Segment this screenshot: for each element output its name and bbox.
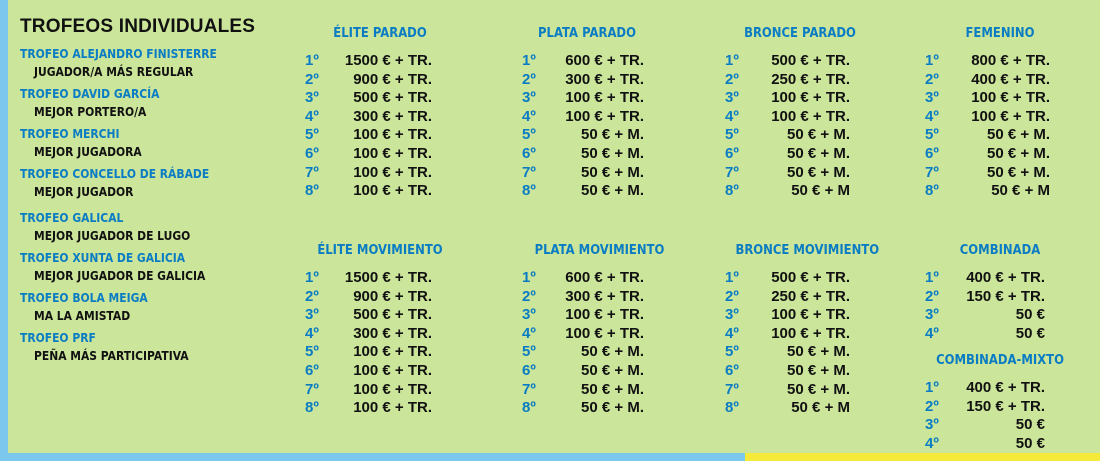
prize-amount: 50 € + M.: [987, 163, 1050, 181]
prize-amount: 400 € + TR.: [966, 269, 1045, 286]
prize-row: [522, 325, 677, 344]
prize-rank: 1º: [925, 269, 939, 286]
prize-amount: 50 € + M.: [987, 144, 1050, 162]
prize-row: [925, 182, 1075, 201]
prize-rank: 3º: [925, 89, 939, 107]
prize-row: [725, 164, 875, 183]
prize-rank: 8º: [925, 182, 939, 200]
prize-row: [305, 108, 455, 127]
trophy-name: TROFEO XUNTA DE GALICIA: [20, 250, 186, 265]
trophy-name: TROFEO GALICAL: [20, 210, 124, 225]
prize-amount: 900 € + TR.: [353, 287, 432, 305]
category-title: ÉLITE PARADO: [333, 25, 427, 41]
trophy-name: TROFEO PRF: [20, 330, 96, 345]
prize-row: [925, 52, 1075, 71]
prize-amount: 500 € + TR.: [353, 89, 432, 107]
prize-rank: 2º: [925, 287, 939, 305]
prize-row: [925, 164, 1075, 183]
prize-amount: 300 € + TR.: [565, 70, 644, 88]
prize-amount: 50 € + M.: [581, 126, 644, 144]
prize-rank: 2º: [522, 287, 536, 305]
prize-rank: 8º: [725, 182, 739, 200]
prize-amount: 900 € + TR.: [353, 70, 432, 88]
prize-amount: 50 € + M.: [581, 380, 644, 398]
prize-amount: 100 € + TR.: [353, 163, 432, 181]
trophy-item: [20, 329, 290, 365]
prize-rank: 1º: [305, 52, 319, 69]
bottom-edge-strip-yellow: [745, 453, 1100, 461]
prize-list: [305, 52, 455, 201]
category-bronce-movimiento: [725, 241, 880, 418]
prize-rank: 4º: [522, 324, 536, 342]
prize-row: [925, 89, 1075, 108]
prize-row: [305, 325, 455, 344]
prize-amount: 100 € + TR.: [353, 361, 432, 379]
prize-amount: 600 € + TR.: [565, 52, 644, 69]
prize-rank: 4º: [725, 324, 739, 342]
prize-amount: 100 € + TR.: [971, 89, 1050, 107]
category-bronce-parado: [725, 24, 875, 201]
prize-rank: 1º: [725, 52, 739, 69]
prize-row: [725, 362, 875, 381]
prize-amount: 50 € + M.: [787, 144, 850, 162]
prize-row: [925, 416, 1075, 435]
category-combinada-mixto: [925, 351, 1075, 453]
prize-rank: 7º: [522, 380, 536, 398]
trophy-name: TROFEO CONCELLO DE RÁBADE: [20, 166, 210, 181]
trophy-name: TROFEO MERCHI: [20, 126, 120, 141]
prize-rank: 2º: [305, 70, 319, 88]
prize-amount: 500 € + TR.: [771, 52, 850, 69]
prize-row: [522, 89, 652, 108]
prize-row: [305, 381, 455, 400]
prize-rank: 3º: [725, 89, 739, 107]
prize-amount: 1500 € + TR.: [344, 269, 432, 286]
prize-rank: 1º: [925, 52, 939, 69]
prize-rank: 4º: [305, 107, 319, 125]
prize-amount: 100 € + TR.: [565, 89, 644, 107]
category-title: PLATA MOVIMIENTO: [534, 242, 665, 258]
prize-row: [925, 269, 1075, 288]
prize-rank: 4º: [925, 107, 939, 125]
prize-amount: 100 € + TR.: [565, 306, 644, 324]
prize-rank: 6º: [305, 361, 319, 379]
prize-row: [725, 71, 875, 90]
prize-rank: 4º: [925, 434, 939, 452]
prize-row: [925, 288, 1075, 307]
prize-row: [725, 399, 875, 418]
prize-row: [305, 52, 455, 71]
prize-rank: 6º: [522, 361, 536, 379]
prize-row: [725, 126, 875, 145]
prize-amount: 50 €: [1015, 416, 1045, 434]
prize-amount: 100 € + TR.: [353, 182, 432, 200]
prize-rank: 2º: [925, 397, 939, 415]
category-elite-movimiento: [305, 241, 455, 418]
prize-row: [925, 306, 1075, 325]
trophy-name: TROFEO BOLA MEIGA: [20, 290, 148, 305]
prize-row: [305, 126, 455, 145]
prize-amount: 100 € + TR.: [771, 89, 850, 107]
prize-amount: 100 € + TR.: [771, 306, 850, 324]
prize-amount: 100 € + TR.: [971, 107, 1050, 125]
trophy-description: MEJOR JUGADOR: [34, 184, 134, 199]
prize-row: [522, 381, 677, 400]
prize-list: [925, 52, 1075, 201]
prize-row: [522, 269, 677, 288]
prize-rank: 1º: [305, 269, 319, 286]
prize-row: [522, 362, 677, 381]
prize-row: [305, 182, 455, 201]
prize-rank: 2º: [725, 287, 739, 305]
prize-rank: 3º: [522, 89, 536, 107]
prize-rank: 6º: [725, 361, 739, 379]
prize-list: [725, 269, 875, 418]
prize-row: [925, 379, 1075, 398]
prize-amount: 50 €: [1015, 324, 1045, 342]
prize-row: [925, 435, 1075, 454]
prize-row: [305, 71, 455, 90]
prize-rank: 7º: [522, 163, 536, 181]
trophy-item: [20, 209, 290, 245]
category-combinada: [925, 241, 1075, 343]
prize-rank: 5º: [522, 126, 536, 144]
prize-row: [925, 71, 1075, 90]
prize-amount: 50 €: [1015, 306, 1045, 324]
left-edge-strip: [0, 0, 8, 461]
prize-list: [725, 52, 875, 201]
prize-amount: 100 € + TR.: [771, 107, 850, 125]
trophy-description: MEJOR PORTERO/A: [34, 104, 147, 119]
prize-row: [725, 306, 875, 325]
category-elite-parado: [305, 24, 455, 201]
category-title: BRONCE MOVIMIENTO: [735, 242, 880, 258]
prize-amount: 50 € + M.: [581, 182, 644, 200]
prize-rank: 7º: [305, 163, 319, 181]
trophy-description: MEJOR JUGADOR DE GALICIA: [34, 268, 206, 283]
prize-rank: 2º: [725, 70, 739, 88]
prize-rank: 8º: [522, 399, 536, 417]
prize-row: [305, 288, 455, 307]
prize-row: [925, 145, 1075, 164]
prize-list: [925, 379, 1075, 453]
prize-rank: 6º: [522, 144, 536, 162]
prize-rank: 8º: [305, 399, 319, 417]
category-title: PLATA PARADO: [538, 25, 636, 41]
prize-row: [725, 182, 875, 201]
prize-row: [522, 288, 677, 307]
category-plata-movimiento: [522, 241, 677, 418]
prize-row: [305, 89, 455, 108]
prize-rank: 7º: [725, 380, 739, 398]
prize-row: [725, 343, 875, 362]
prize-row: [522, 126, 652, 145]
prize-rank: 2º: [925, 70, 939, 88]
prize-rank: 3º: [305, 306, 319, 324]
prize-rank: 4º: [305, 324, 319, 342]
prize-row: [305, 399, 455, 418]
prize-list: [305, 269, 455, 418]
prize-amount: 100 € + TR.: [353, 399, 432, 417]
prize-amount: 100 € + TR.: [565, 324, 644, 342]
category-title: BRONCE PARADO: [744, 25, 856, 41]
prize-row: [522, 343, 677, 362]
prize-row: [725, 89, 875, 108]
prize-row: [725, 381, 875, 400]
prize-row: [925, 398, 1075, 417]
prize-rank: 1º: [522, 52, 536, 69]
bottom-edge-strip-blue: [0, 453, 745, 461]
prize-row: [725, 52, 875, 71]
prize-amount: 300 € + TR.: [353, 324, 432, 342]
prize-amount: 50 € + M.: [581, 343, 644, 361]
individual-trophies-title: TROFEOS INDIVIDUALES: [20, 16, 256, 37]
prize-row: [305, 362, 455, 381]
prize-row: [522, 108, 652, 127]
prize-rank: 8º: [522, 182, 536, 200]
prize-row: [725, 288, 875, 307]
prize-row: [522, 164, 652, 183]
prize-rank: 1º: [522, 269, 536, 286]
prize-amount: 800 € + TR.: [971, 52, 1050, 69]
category-femenino: [925, 24, 1075, 201]
prize-amount: 300 € + TR.: [565, 287, 644, 305]
prize-row: [725, 108, 875, 127]
prize-list: [522, 269, 677, 418]
prize-row: [305, 164, 455, 183]
prize-amount: 100 € + TR.: [353, 380, 432, 398]
prize-amount: 100 € + TR.: [353, 144, 432, 162]
prize-amount: 50 € + M: [991, 182, 1050, 200]
trophy-description: JUGADOR/A MÁS REGULAR: [34, 64, 194, 79]
trophy-name: TROFEO ALEJANDRO FINISTERRE: [20, 46, 217, 61]
category-title: FEMENINO: [965, 25, 1035, 41]
prize-amount: 50 € + M.: [581, 163, 644, 181]
prize-amount: 50 € + M.: [987, 126, 1050, 144]
prize-amount: 50 € + M: [791, 182, 850, 200]
trophy-item: [20, 249, 290, 285]
trophy-item: [20, 45, 290, 81]
prize-row: [725, 269, 875, 288]
prize-rank: 3º: [925, 306, 939, 324]
prize-amount: 50 € + M.: [787, 343, 850, 361]
category-plata-parado: [522, 24, 652, 201]
prize-rank: 5º: [305, 126, 319, 144]
prize-rank: 8º: [725, 399, 739, 417]
prize-row: [305, 306, 455, 325]
trophy-item: [20, 165, 290, 201]
prize-amount: 50 € + M.: [581, 144, 644, 162]
prize-amount: 400 € + TR.: [966, 379, 1045, 396]
prize-row: [522, 399, 677, 418]
prize-rank: 4º: [925, 324, 939, 342]
prize-row: [522, 182, 652, 201]
prize-rank: 4º: [725, 107, 739, 125]
prize-rank: 5º: [925, 126, 939, 144]
prize-rank: 3º: [522, 306, 536, 324]
prize-row: [522, 52, 652, 71]
prize-amount: 300 € + TR.: [353, 107, 432, 125]
prize-rank: 5º: [522, 343, 536, 361]
prize-amount: 50 €: [1015, 434, 1045, 452]
prize-list: [925, 269, 1075, 343]
individual-trophies-panel: [20, 16, 290, 369]
prize-row: [522, 71, 652, 90]
prize-amount: 50 € + M.: [787, 361, 850, 379]
prize-amount: 500 € + TR.: [771, 269, 850, 286]
trophy-item: [20, 289, 290, 325]
prize-rank: 6º: [725, 144, 739, 162]
prize-amount: 50 € + M.: [787, 126, 850, 144]
category-title: COMBINADA-MIXTO: [936, 352, 1064, 368]
prize-rank: 3º: [305, 89, 319, 107]
prize-rank: 3º: [925, 416, 939, 434]
trophy-item: [20, 125, 290, 161]
prize-row: [725, 145, 875, 164]
prize-amount: 150 € + TR.: [966, 397, 1045, 415]
trophy-item: [20, 85, 290, 121]
category-title: ÉLITE MOVIMIENTO: [317, 242, 443, 258]
trophy-description: MEJOR JUGADOR DE LUGO: [34, 228, 191, 243]
prize-amount: 250 € + TR.: [771, 70, 850, 88]
trophy-description: MA LA AMISTAD: [34, 308, 131, 323]
prize-amount: 100 € + TR.: [353, 343, 432, 361]
prize-rank: 7º: [305, 380, 319, 398]
prize-row: [522, 306, 677, 325]
prize-rank: 7º: [725, 163, 739, 181]
prize-row: [522, 145, 652, 164]
prize-amount: 400 € + TR.: [971, 70, 1050, 88]
category-title: COMBINADA: [959, 242, 1041, 258]
prize-row: [925, 126, 1075, 145]
prize-amount: 600 € + TR.: [565, 269, 644, 286]
prize-rank: 7º: [925, 163, 939, 181]
prize-amount: 50 € + M.: [581, 361, 644, 379]
prize-row: [305, 145, 455, 164]
prize-amount: 100 € + TR.: [771, 324, 850, 342]
prize-rank: 2º: [522, 70, 536, 88]
prize-rank: 6º: [925, 144, 939, 162]
prize-amount: 1500 € + TR.: [344, 52, 432, 69]
prize-rank: 5º: [725, 343, 739, 361]
prize-amount: 50 € + M.: [581, 399, 644, 417]
prize-amount: 50 € + M: [791, 399, 850, 417]
trophy-description: MEJOR JUGADORA: [34, 144, 142, 159]
trophy-description: PEÑA MÁS PARTICIPATIVA: [34, 348, 189, 363]
prize-amount: 500 € + TR.: [353, 306, 432, 324]
prize-amount: 250 € + TR.: [771, 287, 850, 305]
trophy-name: TROFEO DAVID GARCÍA: [20, 86, 160, 101]
prize-rank: 3º: [725, 306, 739, 324]
prize-list: [522, 52, 652, 201]
prize-row: [925, 108, 1075, 127]
prize-rank: 4º: [522, 107, 536, 125]
prize-row: [305, 343, 455, 362]
prize-rank: 8º: [305, 182, 319, 200]
prize-row: [725, 325, 875, 344]
prize-row: [925, 325, 1075, 344]
prize-amount: 50 € + M.: [787, 163, 850, 181]
prize-rank: 5º: [305, 343, 319, 361]
prize-rank: 2º: [305, 287, 319, 305]
prize-amount: 100 € + TR.: [353, 126, 432, 144]
prize-rank: 1º: [725, 269, 739, 286]
prize-rank: 1º: [925, 379, 939, 396]
prize-amount: 150 € + TR.: [966, 287, 1045, 305]
prize-rank: 5º: [725, 126, 739, 144]
prize-row: [305, 269, 455, 288]
prize-rank: 6º: [305, 144, 319, 162]
prize-amount: 100 € + TR.: [565, 107, 644, 125]
prize-amount: 50 € + M.: [787, 380, 850, 398]
